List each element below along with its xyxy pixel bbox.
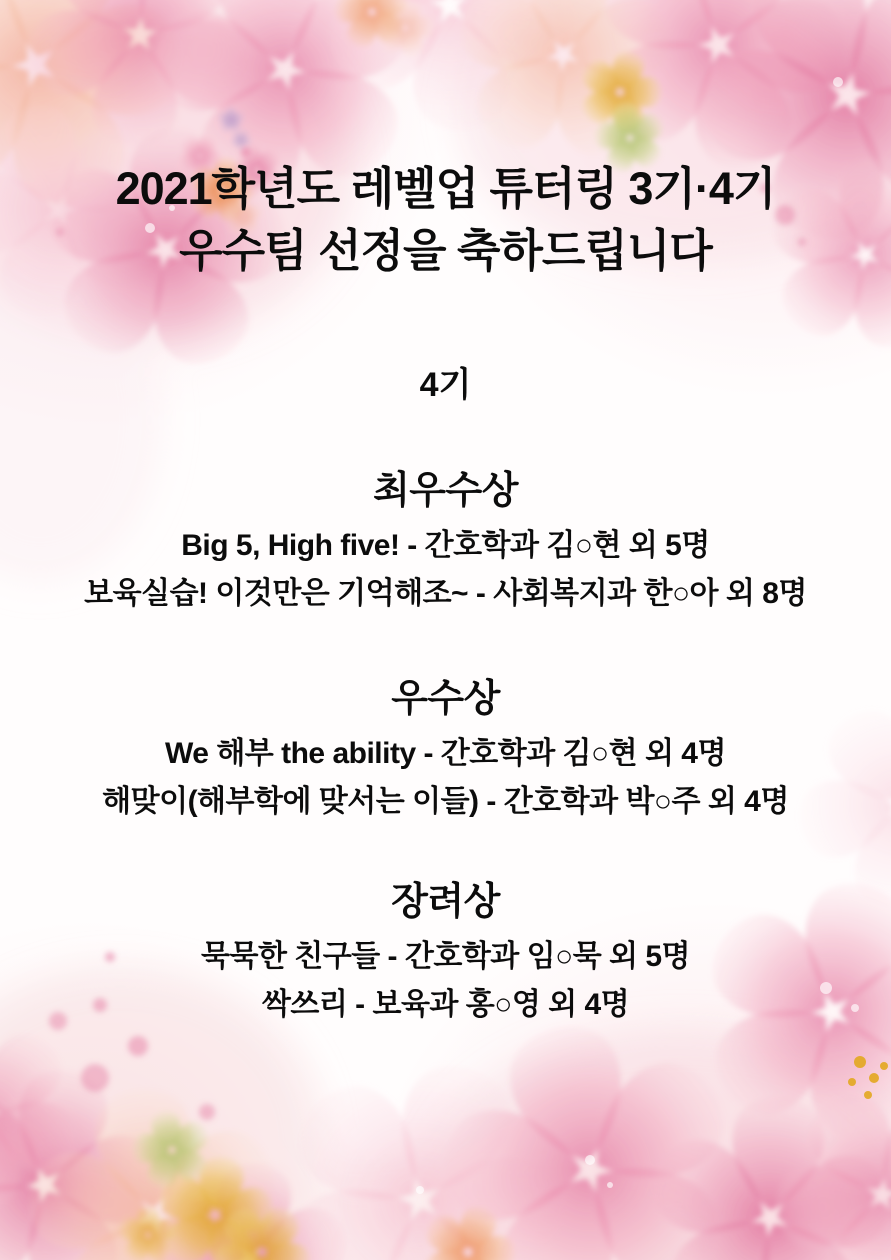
- award-entries: [0, 933, 891, 1029]
- award-section-encouragement-prize: [0, 877, 891, 1029]
- award-section-excellence-prize: [0, 674, 891, 826]
- award-heading: 최우수상: [373, 470, 518, 512]
- award-entry: 해맞이(해부학에 맞서는 이들) - 간호학과 박○주 외 4명: [102, 785, 789, 818]
- award-entry: Big 5, High five! - 간호학과 김○현 외 5명: [181, 529, 710, 562]
- award-entry: 묵묵한 친구들 - 간호학과 임○묵 외 5명: [200, 940, 691, 973]
- award-heading: 장려상: [391, 881, 500, 923]
- page-title-line2: 우수팀 선정을 축하드립니다: [179, 225, 712, 276]
- award-heading: 우수상: [391, 678, 500, 720]
- award-section-top-prize: [0, 466, 891, 618]
- award-entry: 보육실습! 이것만은 기억해조~ - 사회복지과 한○아 외 8명: [84, 577, 807, 610]
- award-entries: [0, 522, 891, 618]
- award-entry: 싹쓰리 - 보육과 홍○영 외 4명: [261, 988, 630, 1021]
- session-label: 4기: [419, 366, 472, 404]
- page-title: [0, 158, 891, 282]
- award-entries: [0, 730, 891, 826]
- page-title-line1: 2021학년도 레벨업 튜터링 3기·4기: [115, 163, 776, 214]
- award-entry: We 해부 the ability - 간호학과 김○현 외 4명: [165, 737, 726, 770]
